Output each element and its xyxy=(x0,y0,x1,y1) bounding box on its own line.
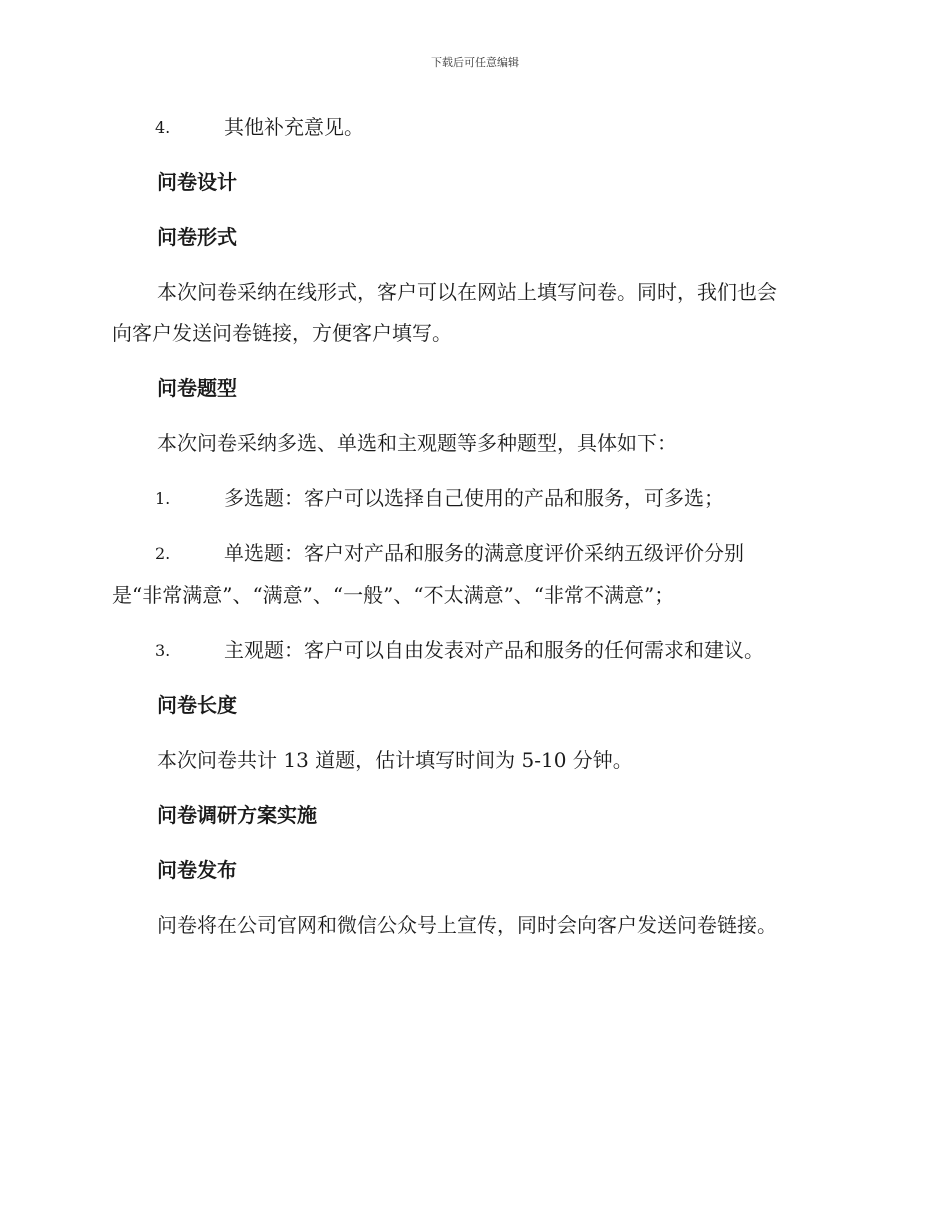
heading-question-types: 问卷题型 xyxy=(157,376,237,400)
list-number: 4. xyxy=(155,118,171,137)
page-header: 下载后可任意编辑 xyxy=(431,56,519,69)
list-text: 主观题：客户可以自由发表对产品和服务的任何需求和建议。 xyxy=(224,638,764,662)
list-text: 多选题：客户可以选择自己使用的产品和服务，可多选； xyxy=(224,486,724,510)
paragraph-text: 本次问卷共计 13 道题，估计填写时间为 5-10 分钟。 xyxy=(157,748,633,772)
list-number: 2. xyxy=(155,544,171,563)
list-number: 3. xyxy=(155,641,171,660)
paragraph-text: 向客户发送问卷链接，方便客户填写。 xyxy=(112,321,452,345)
list-text-continuation: 是“非常满意”、“满意”、“一般”、“不太满意”、“非常不满意”； xyxy=(112,583,675,607)
paragraph-text: 本次问卷采纳在线形式，客户可以在网站上填写问卷。同时，我们也会 xyxy=(157,280,777,304)
heading-questionnaire-length: 问卷长度 xyxy=(157,693,237,717)
heading-questionnaire-form: 问卷形式 xyxy=(157,225,237,249)
list-text: 其他补充意见。 xyxy=(224,115,364,139)
paragraph-text: 本次问卷采纳多选、单选和主观题等多种题型，具体如下： xyxy=(157,431,677,455)
heading-implementation: 问卷调研方案实施 xyxy=(157,803,317,827)
list-text: 单选题：客户对产品和服务的满意度评价采纳五级评价分别 xyxy=(224,541,744,565)
list-number: 1. xyxy=(155,489,171,508)
heading-publish: 问卷发布 xyxy=(157,858,237,882)
paragraph-text: 问卷将在公司官网和微信公众号上宣传，同时会向客户发送问卷链接。 xyxy=(157,913,777,937)
heading-questionnaire-design: 问卷设计 xyxy=(157,170,237,194)
